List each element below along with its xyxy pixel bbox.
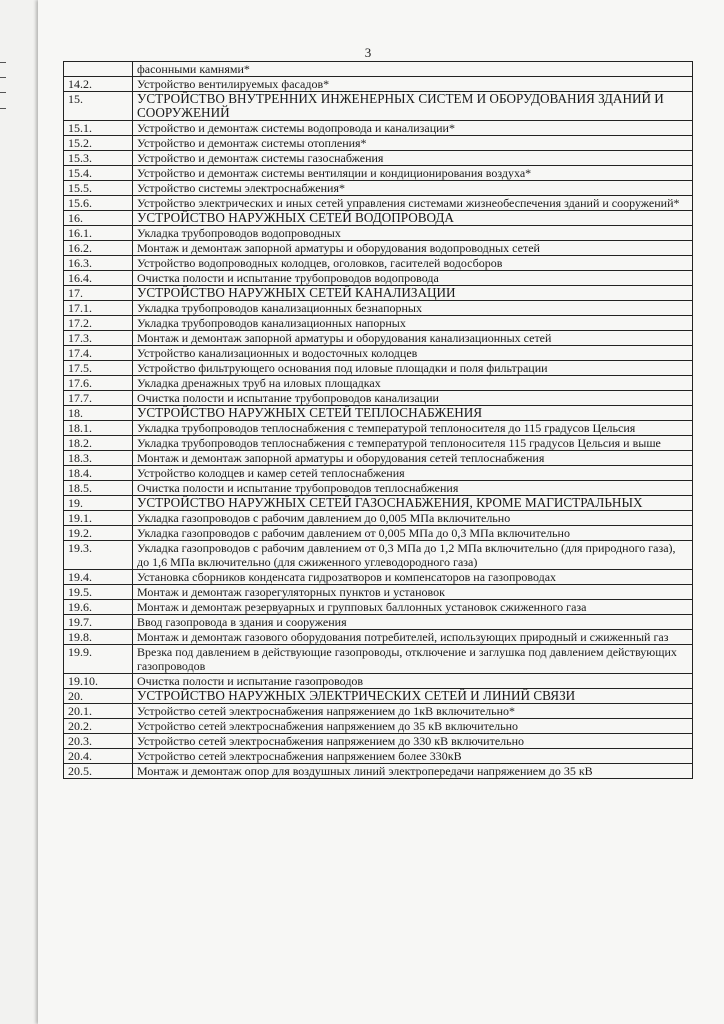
table-row — [64, 436, 693, 451]
table-row — [64, 316, 693, 331]
item-number: 16.1. — [64, 226, 133, 241]
item-description: Устройство системы электроснабжения* — [133, 181, 693, 196]
item-number: 15.2. — [64, 136, 133, 151]
item-number: 19.3. — [64, 541, 133, 570]
table-row — [64, 301, 693, 316]
page-number: 3 — [364, 45, 372, 60]
table-row — [64, 451, 693, 466]
item-description: Укладка трубопроводов теплоснабжения с температурой теплоносителя 115 градусов Цельсия и выше — [133, 436, 693, 451]
item-description: Монтаж и демонтаж резервуарных и групповых баллонных установок сжиженного газа — [133, 600, 693, 615]
item-description: Монтаж и демонтаж газового оборудования потребителей, использующих природный и сжиженный газ — [133, 630, 693, 645]
section-row — [64, 211, 693, 226]
section-row — [64, 406, 693, 421]
works-table — [63, 61, 693, 779]
item-description: Устройство водопроводных колодцев, оголовков, гасителей водосборов — [133, 256, 693, 271]
table-row — [64, 256, 693, 271]
item-description: Устройство и демонтаж системы газоснабжения — [133, 151, 693, 166]
table-row — [64, 77, 693, 92]
item-description: Очистка полости и испытание трубопроводов теплоснабжения — [133, 481, 693, 496]
table-row — [64, 361, 693, 376]
item-description: фасонными камнями* — [133, 62, 693, 77]
table-row — [64, 181, 693, 196]
item-description: Устройство электрических и иных сетей управления системами жизнеобеспечения зданий и сооружений* — [133, 196, 693, 211]
item-description: Устройство сетей электроснабжения напряжением до 1кВ включительно* — [133, 704, 693, 719]
item-description: Установка сборников конденсата гидрозатворов и компенсаторов на газопроводах — [133, 570, 693, 585]
table-row — [64, 645, 693, 674]
table-row — [64, 481, 693, 496]
section-row — [64, 496, 693, 511]
table-row — [64, 674, 693, 689]
document-page — [38, 0, 724, 1024]
table-row — [64, 615, 693, 630]
item-number: 20.2. — [64, 719, 133, 734]
item-number: 16. — [64, 211, 133, 226]
item-number: 19.10. — [64, 674, 133, 689]
item-description: Устройство сетей электроснабжения напряжением до 330 кВ включительно — [133, 734, 693, 749]
table-row — [64, 331, 693, 346]
table-row — [64, 376, 693, 391]
item-number: 19.4. — [64, 570, 133, 585]
table-row — [64, 749, 693, 764]
table-row — [64, 136, 693, 151]
section-row — [64, 286, 693, 301]
item-description: Очистка полости и испытание трубопроводов канализации — [133, 391, 693, 406]
item-number: 17.4. — [64, 346, 133, 361]
table-row — [64, 62, 693, 77]
table-row — [64, 511, 693, 526]
table-row — [64, 121, 693, 136]
table-row — [64, 391, 693, 406]
item-number: 19. — [64, 496, 133, 511]
section-title: УСТРОЙСТВО НАРУЖНЫХ СЕТЕЙ КАНАЛИЗАЦИИ — [133, 286, 693, 301]
item-description: Монтаж и демонтаж запорной арматуры и оборудования сетей теплоснабжения — [133, 451, 693, 466]
table-row — [64, 271, 693, 286]
item-description: Укладка дренажных труб на иловых площадках — [133, 376, 693, 391]
section-title: УСТРОЙСТВО НАРУЖНЫХ СЕТЕЙ ВОДОПРОВОДА — [133, 211, 693, 226]
table-row — [64, 166, 693, 181]
table-row — [64, 585, 693, 600]
item-number: 18. — [64, 406, 133, 421]
section-title: УСТРОЙСТВО НАРУЖНЫХ СЕТЕЙ ТЕПЛОСНАБЖЕНИЯ — [133, 406, 693, 421]
table-row — [64, 196, 693, 211]
table-row — [64, 541, 693, 570]
item-description: Монтаж и демонтаж газорегуляторных пунктов и установок — [133, 585, 693, 600]
table-row — [64, 600, 693, 615]
item-number: 17.1. — [64, 301, 133, 316]
item-description: Монтаж и демонтаж опор для воздушных линий электропередачи напряжением до 35 кВ — [133, 764, 693, 779]
table-row — [64, 526, 693, 541]
item-description: Устройство и демонтаж системы вентиляции и кондиционирования воздуха* — [133, 166, 693, 181]
item-number: 15. — [64, 92, 133, 121]
table-row — [64, 346, 693, 361]
item-number: 18.1. — [64, 421, 133, 436]
section-row — [64, 92, 693, 121]
section-title: УСТРОЙСТВО НАРУЖНЫХ СЕТЕЙ ГАЗОСНАБЖЕНИЯ, КРОМЕ МАГИСТРАЛЬНЫХ — [133, 496, 693, 511]
section-title: УСТРОЙСТВО НАРУЖНЫХ ЭЛЕКТРИЧЕСКИХ СЕТЕЙ И ЛИНИЙ СВЯЗИ — [133, 689, 693, 704]
item-number: 17.7. — [64, 391, 133, 406]
item-description: Врезка под давлением в действующие газопроводы, отключение и заглушка под давлением действующих газопроводов — [133, 645, 693, 674]
item-number: 17.6. — [64, 376, 133, 391]
item-number: 18.2. — [64, 436, 133, 451]
item-number: 16.4. — [64, 271, 133, 286]
item-description: Укладка трубопроводов канализационных безнапорных — [133, 301, 693, 316]
item-number: 15.4. — [64, 166, 133, 181]
item-number: 15.1. — [64, 121, 133, 136]
item-number: 16.3. — [64, 256, 133, 271]
table-row — [64, 241, 693, 256]
table-row — [64, 734, 693, 749]
item-number: 19.8. — [64, 630, 133, 645]
item-description: Укладка трубопроводов теплоснабжения с температурой теплоносителя до 115 градусов Цельсия — [133, 421, 693, 436]
item-number: 19.7. — [64, 615, 133, 630]
item-number: 18.3. — [64, 451, 133, 466]
section-row — [64, 689, 693, 704]
item-number: 16.2. — [64, 241, 133, 256]
item-description: Укладка трубопроводов водопроводных — [133, 226, 693, 241]
table-row — [64, 226, 693, 241]
item-number: 17. — [64, 286, 133, 301]
item-description: Очистка полости и испытание трубопроводов водопровода — [133, 271, 693, 286]
item-description: Укладка газопроводов с рабочим давлением от 0,005 МПа до 0,3 МПа включительно — [133, 526, 693, 541]
item-description: Очистка полости и испытание газопроводов — [133, 674, 693, 689]
item-number: 14.2. — [64, 77, 133, 92]
item-description: Укладка газопроводов с рабочим давлением до 0,005 МПа включительно — [133, 511, 693, 526]
item-number: 18.4. — [64, 466, 133, 481]
item-description: Монтаж и демонтаж запорной арматуры и оборудования канализационных сетей — [133, 331, 693, 346]
item-number: 20.1. — [64, 704, 133, 719]
item-number: 18.5. — [64, 481, 133, 496]
table-row — [64, 630, 693, 645]
table-row — [64, 704, 693, 719]
adjacent-page-edge — [0, 0, 38, 1024]
table-row — [64, 151, 693, 166]
item-number: 20. — [64, 689, 133, 704]
item-description: Укладка газопроводов с рабочим давлением от 0,3 МПа до 1,2 МПа включительно (для природного газа), до 1,6 МПа включительно (для сжиженного углеводородного газа) — [133, 541, 693, 570]
item-number: 20.4. — [64, 749, 133, 764]
item-description: Устройство канализационных и водосточных колодцев — [133, 346, 693, 361]
item-number: 20.5. — [64, 764, 133, 779]
item-number: 17.5. — [64, 361, 133, 376]
item-number: 17.2. — [64, 316, 133, 331]
section-title: УСТРОЙСТВО ВНУТРЕННИХ ИНЖЕНЕРНЫХ СИСТЕМ И ОБОРУДОВАНИЯ ЗДАНИЙ И СООРУЖЕНИЙ — [133, 92, 693, 121]
table-row — [64, 570, 693, 585]
item-number: 19.5. — [64, 585, 133, 600]
table-row — [64, 764, 693, 779]
item-description: Устройство и демонтаж системы отопления* — [133, 136, 693, 151]
item-description: Монтаж и демонтаж запорной арматуры и оборудования водопроводных сетей — [133, 241, 693, 256]
item-description: Ввод газопровода в здания и сооружения — [133, 615, 693, 630]
item-number: 19.1. — [64, 511, 133, 526]
item-number: 15.3. — [64, 151, 133, 166]
item-description: Устройство фильтрующего основания под иловые площадки и поля фильтрации — [133, 361, 693, 376]
item-description: Устройство и демонтаж системы водопровода и канализации* — [133, 121, 693, 136]
table-row — [64, 466, 693, 481]
item-number: 17.3. — [64, 331, 133, 346]
item-number: 19.6. — [64, 600, 133, 615]
item-number: 15.5. — [64, 181, 133, 196]
item-number: 19.2. — [64, 526, 133, 541]
item-description: Устройство колодцев и камер сетей теплоснабжения — [133, 466, 693, 481]
table-row — [64, 421, 693, 436]
table-row — [64, 719, 693, 734]
item-description: Устройство сетей электроснабжения напряжением более 330кВ — [133, 749, 693, 764]
item-number: 15.6. — [64, 196, 133, 211]
item-number: 20.3. — [64, 734, 133, 749]
item-description: Устройство сетей электроснабжения напряжением до 35 кВ включительно — [133, 719, 693, 734]
item-number: 19.9. — [64, 645, 133, 674]
item-number — [64, 62, 133, 77]
item-description: Устройство вентилируемых фасадов* — [133, 77, 693, 92]
item-description: Укладка трубопроводов канализационных напорных — [133, 316, 693, 331]
